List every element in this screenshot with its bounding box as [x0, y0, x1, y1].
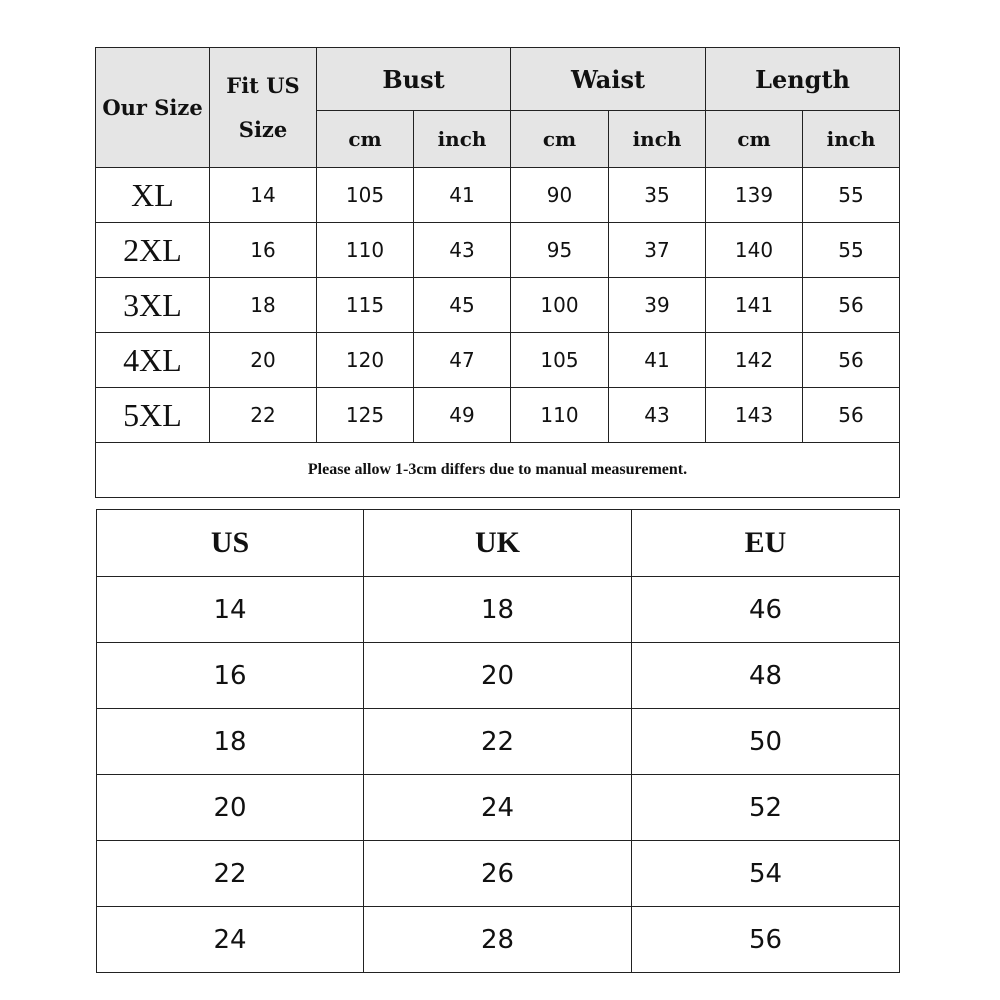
- header-us: US: [97, 510, 364, 577]
- cell-bust-cm: 110: [317, 223, 414, 278]
- cell-uk: 18: [364, 577, 632, 643]
- cell-us: 18: [97, 709, 364, 775]
- cell-bust-cm: 105: [317, 168, 414, 223]
- measurement-note: Please allow 1-3cm differs due to manual measurement.: [96, 443, 900, 498]
- cell-bust-in: 41: [414, 168, 511, 223]
- cell-waist-in: 35: [609, 168, 706, 223]
- cell-uk: 20: [364, 643, 632, 709]
- cell-length-cm: 143: [706, 388, 803, 443]
- cell-length-cm: 141: [706, 278, 803, 333]
- table-row: [96, 278, 900, 333]
- table-row: [97, 841, 900, 907]
- cell-bust-in: 49: [414, 388, 511, 443]
- cell-bust-in: 45: [414, 278, 511, 333]
- table-row: [96, 168, 900, 223]
- cell-size: 5XL: [96, 388, 210, 443]
- table-row: [96, 333, 900, 388]
- cell-waist-cm: 110: [511, 388, 609, 443]
- cell-us: 22: [210, 388, 317, 443]
- header-length-inch: inch: [803, 111, 900, 168]
- table-row: [97, 709, 900, 775]
- table-row: [97, 577, 900, 643]
- header-eu: EU: [632, 510, 900, 577]
- cell-waist-in: 37: [609, 223, 706, 278]
- cell-eu: 56: [632, 907, 900, 973]
- size-measurement-table: [95, 47, 900, 498]
- header-uk: UK: [364, 510, 632, 577]
- header-waist: Waist: [511, 48, 706, 111]
- cell-waist-in: 41: [609, 333, 706, 388]
- cell-size: 4XL: [96, 333, 210, 388]
- cell-bust-in: 47: [414, 333, 511, 388]
- cell-uk: 22: [364, 709, 632, 775]
- cell-us: 20: [210, 333, 317, 388]
- cell-us: 22: [97, 841, 364, 907]
- cell-waist-cm: 105: [511, 333, 609, 388]
- header-our-size: Our Size: [96, 48, 210, 168]
- cell-length-in: 56: [803, 278, 900, 333]
- cell-us: 24: [97, 907, 364, 973]
- cell-eu: 52: [632, 775, 900, 841]
- cell-length-in: 56: [803, 333, 900, 388]
- cell-length-cm: 142: [706, 333, 803, 388]
- cell-us: 14: [97, 577, 364, 643]
- cell-eu: 48: [632, 643, 900, 709]
- cell-eu: 54: [632, 841, 900, 907]
- cell-size: XL: [96, 168, 210, 223]
- header-fit-us-size: Fit US Size: [210, 48, 317, 168]
- cell-eu: 50: [632, 709, 900, 775]
- header-bust: Bust: [317, 48, 511, 111]
- cell-us: 16: [210, 223, 317, 278]
- table-row: [97, 907, 900, 973]
- cell-length-cm: 140: [706, 223, 803, 278]
- cell-waist-cm: 95: [511, 223, 609, 278]
- cell-eu: 46: [632, 577, 900, 643]
- cell-us: 20: [97, 775, 364, 841]
- header-length: Length: [706, 48, 900, 111]
- cell-bust-cm: 115: [317, 278, 414, 333]
- header-bust-inch: inch: [414, 111, 511, 168]
- cell-us: 18: [210, 278, 317, 333]
- header-waist-cm: cm: [511, 111, 609, 168]
- cell-us: 16: [97, 643, 364, 709]
- table-row: [97, 775, 900, 841]
- cell-bust-cm: 125: [317, 388, 414, 443]
- cell-length-in: 55: [803, 168, 900, 223]
- cell-waist-cm: 100: [511, 278, 609, 333]
- cell-waist-cm: 90: [511, 168, 609, 223]
- cell-waist-in: 43: [609, 388, 706, 443]
- cell-size: 2XL: [96, 223, 210, 278]
- cell-waist-in: 39: [609, 278, 706, 333]
- cell-uk: 26: [364, 841, 632, 907]
- table-row: [97, 643, 900, 709]
- cell-length-in: 56: [803, 388, 900, 443]
- cell-bust-in: 43: [414, 223, 511, 278]
- cell-length-in: 55: [803, 223, 900, 278]
- cell-uk: 28: [364, 907, 632, 973]
- cell-us: 14: [210, 168, 317, 223]
- header-waist-inch: inch: [609, 111, 706, 168]
- cell-bust-cm: 120: [317, 333, 414, 388]
- cell-size: 3XL: [96, 278, 210, 333]
- header-bust-cm: cm: [317, 111, 414, 168]
- cell-length-cm: 139: [706, 168, 803, 223]
- table-row: [96, 223, 900, 278]
- header-length-cm: cm: [706, 111, 803, 168]
- table-row: [96, 388, 900, 443]
- cell-uk: 24: [364, 775, 632, 841]
- size-conversion-table: [96, 509, 900, 973]
